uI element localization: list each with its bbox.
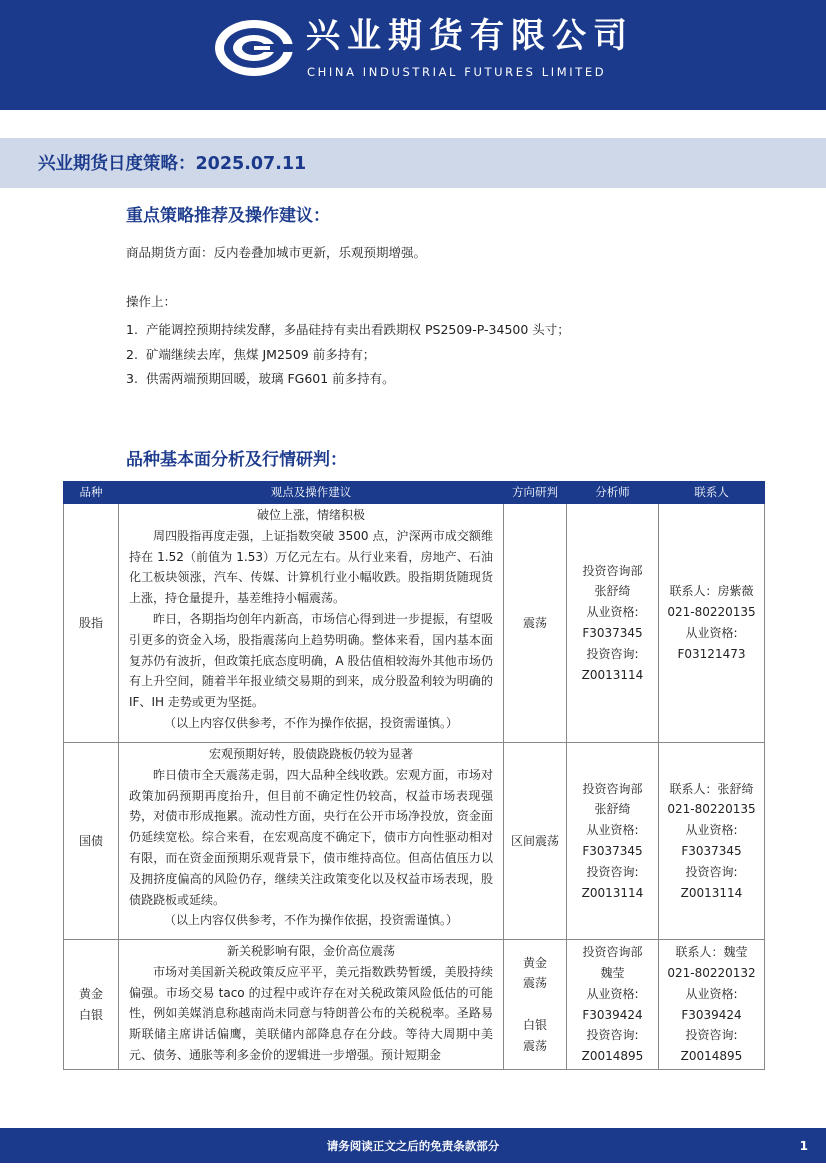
view-cell [119,940,504,1070]
direction-cell: 震荡 [504,504,567,743]
analyst-cell: 投资咨询部 魏莹 从业资格: F3039424 投资咨询: Z0014895 [567,940,659,1070]
list-item: 2. 矿端继续去库，焦煤 JM2509 前多持有； [126,346,376,362]
col-header-direction: 方向研判 [504,482,567,504]
analyst-cell: 投资咨询部 张舒绮 从业资格: F3037345 投资咨询: Z0013114 [567,504,659,743]
list-item: 3. 供需两端预期回暖，玻璃 FG601 前多持有。 [126,371,395,386]
analysis-heading: 品种基本面分析及行情研判： [126,450,347,470]
list-item: 1. 产能调控预期持续发酵，多晶硅持有卖出看跌期权 PS2509-P-34500 头寸； [126,322,570,337]
analysis-table [63,481,765,1070]
header-banner [0,0,826,110]
contact-cell: 联系人：房紫薇 021-80220135 从业资格: F03121473 [659,504,765,743]
col-header-analyst: 分析师 [567,482,659,504]
table-row [64,743,765,940]
company-name-en: CHINA INDUSTRIAL FUTURES LIMITED [307,65,607,79]
view-paragraph: 昨日债市全天震荡走弱，四大品种全线收跌。宏观方面，市场对政策加码预期再度抬升，但目前不确定性仍较高，权益市场表现强势，对债市形成拖累。流动性方面，央行在公开市场净投放，资金面仍延续宽松。综合来看，在宏观高度不确定下，债市方向性驱动相对有限，而在资金面预期乐观背景下，债市维持高位。但高估值压力以及拥挤度偏高的风险仍存，继续关注政策变化以及权益市场表现，股债跷跷板或延续。 [129,767,493,907]
ops-list [126,318,570,392]
analyst-cell: 投资咨询部 张舒绮 从业资格: F3037345 投资咨询: Z0013114 [567,743,659,940]
company-name-cn: 兴业期货有限公司 [306,16,634,56]
direction-cell: 区间震荡 [504,743,567,940]
page-number: 1 [799,1139,808,1153]
view-cell [119,504,504,743]
view-title: 新关税影响有限，金价高位震荡 [226,944,395,958]
col-header-variety: 品种 [64,482,119,504]
page-title: 兴业期货日度策略：2025.07.11 [38,154,307,174]
view-paragraph: 周四股指再度走强，上证指数突破 3500 点，沪深两市成交额维持在 1.52（前值为 1.53）万亿元左右。从行业来看，房地产、石油化工板块领涨，汽车、传媒、计算机行业小幅收跌。股指期货随现货上涨，持仓量提升，基差维持小幅震荡。 [129,528,493,606]
view-paragraph: 昨日，各期指均创年内新高，市场信心得到进一步提振，有望吸引更多的资金入场，股指震荡向上趋势明确。整体来看，国内基本面复苏仍有波折，但政策托底态度明确，A 股估值相较海外其他市场仍有上升空间，随着半年报业绩交易期的到来，成分股盈利较为明确的 IF、IH 走势或更为坚挺。 [129,611,493,710]
table-header-row [64,482,765,504]
ops-intro: 操作上： [126,294,177,309]
table-row [64,940,765,1070]
direction-cell: 黄金 震荡 白银 震荡 [504,940,567,1070]
disclaimer-note: （以上内容仅供参考，不作为操作依据，投资需谨慎。） [163,913,458,928]
view-paragraph: 市场对美国新关税政策反应平平，美元指数跌势暂缓，美股持续偏强。市场交易 taco 的过程中或许存在对关税政策风险低估的可能性，例如美媒消息称越南尚未同意与特朗普公布的关税税率。圣路易斯联储主席讲话偏鹰，美联储内部降息存在分歧。等待大周期中美元、债务、通胀等利多金价的逻辑进一步增强。预计短期金 [129,964,493,1062]
col-header-view: 观点及操作建议 [119,482,504,504]
disclaimer-note: （以上内容仅供参考，不作为操作依据，投资需谨慎。） [163,715,458,730]
contact-cell: 联系人：张舒绮 021-80220135 从业资格: F3037345 投资咨询: Z0013114 [659,743,765,940]
view-title: 宏观预期好转，股债跷跷板仍较为显著 [208,747,413,761]
footer-bar [0,1128,826,1163]
footer-disclaimer: 请务阅读正文之后的免责条款部分 [326,1139,500,1153]
variety-cell: 国债 [64,743,119,940]
view-title: 破位上涨，情绪积极 [256,508,365,522]
strategy-summary: 商品期货方面：反内卷叠加城市更新，乐观预期增强。 [126,245,427,260]
table-row [64,504,765,743]
contact-cell: 联系人：魏莹 021-80220132 从业资格: F3039424 投资咨询: Z0014895 [659,940,765,1070]
view-cell [119,743,504,940]
variety-cell: 股指 [64,504,119,743]
variety-cell: 黄金 白银 [64,940,119,1070]
company-logo-icon [213,17,295,79]
strategy-heading: 重点策略推荐及操作建议： [126,206,330,226]
col-header-contact: 联系人 [659,482,765,504]
